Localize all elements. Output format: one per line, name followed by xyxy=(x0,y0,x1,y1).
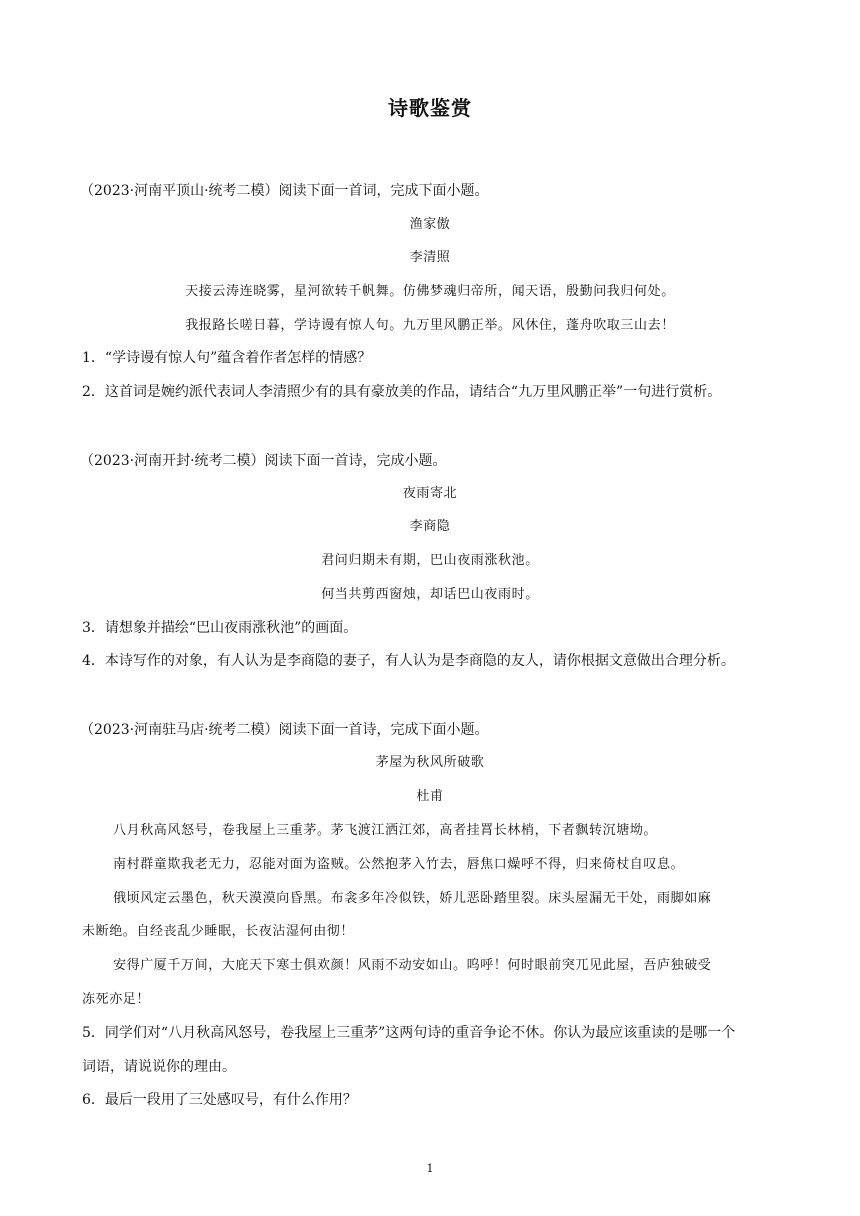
section-3-poem-title: 茅屋为秋风所破歌 xyxy=(375,755,485,770)
section-1-intro: （2023·河南平顶山·统考二模）阅读下面一首词，完成下面小题。 xyxy=(80,183,489,199)
section-3-poem-line: 安得广厦千万间，大庇天下寒士俱欢颜！风雨不动安如山。呜呼！何时眼前突兀见此屋，吾庐独破受 xyxy=(113,958,712,973)
question-1: 1．“学诗谩有惊人句”蕴含着作者怎样的情感？ xyxy=(82,350,372,366)
page-title: 诗歌鉴赏 xyxy=(388,96,472,120)
question-5-continued: 词语，请说说你的理由。 xyxy=(82,1059,236,1075)
section-3-poem-line: 南村群童欺我老无力，忍能对面为盗贼。公然抱茅入竹去，唇焦口燥呼不得，归来倚杖自叹息。 xyxy=(113,857,685,872)
section-3-poem-line: 八月秋高风怒号，卷我屋上三重茅。茅飞渡江洒江郊，高者挂罥长林梢，下者飘转沉塘坳。 xyxy=(113,823,658,838)
section-2-poem-line: 君问归期未有期，巴山夜雨涨秋池。 xyxy=(321,553,539,568)
section-3-poem-line: 未断绝。自经丧乱少睡眠，长夜沾湿何由彻！ xyxy=(82,924,355,939)
section-2-poem-title: 夜雨寄北 xyxy=(402,486,458,501)
section-3-intro: （2023·河南驻马店·统考二模）阅读下面一首诗，完成下面小题。 xyxy=(80,722,489,738)
section-2-intro: （2023·河南开封·统考二模）阅读下面一首诗，完成小题。 xyxy=(80,453,447,469)
section-1-author: 李清照 xyxy=(409,250,451,265)
question-5: 5．同学们对“八月秋高风怒号，卷我屋上三重茅”这两句诗的重音争论不休。你认为最应该重读的是哪一个 xyxy=(82,1025,736,1041)
section-3-poem-line: 冻死亦足！ xyxy=(82,992,151,1007)
question-6: 6．最后一段用了三处感叹号，有什么作用？ xyxy=(82,1092,357,1108)
section-3-poem-line: 俄顷风定云墨色，秋天漠漠向昏黑。布衾多年冷似铁，娇儿恶卧踏里裂。床头屋漏无干处，雨脚如麻 xyxy=(113,891,712,906)
section-1-poem-line: 天接云涛连晓雾，星河欲转千帆舞。仿佛梦魂归帝所，闻天语，殷勤问我归何处。 xyxy=(185,284,675,299)
question-3: 3．请想象并描绘“巴山夜雨涨秋池”的画面。 xyxy=(82,620,358,636)
question-4: 4．本诗写作的对象，有人认为是李商隐的妻子，有人认为是李商隐的友人，请你根据文意做出合理分析。 xyxy=(82,653,735,669)
page-number: 1 xyxy=(426,1162,434,1175)
question-2: 2．这首词是婉约派代表词人李清照少有的具有豪放美的作品，请结合“九万里风鹏正举”一句进行赏析。 xyxy=(82,384,722,400)
section-1-poem-title: 渔家傲 xyxy=(409,217,451,232)
section-2-author: 李商隐 xyxy=(409,519,451,534)
section-2-poem-line: 何当共剪西窗烛，却话巴山夜雨时。 xyxy=(321,587,539,602)
section-3-author: 杜甫 xyxy=(416,789,444,804)
section-1-poem-line: 我报路长嗟日暮，学诗谩有惊人句。九万里风鹏正举。风休住，蓬舟吹取三山去！ xyxy=(185,318,675,333)
